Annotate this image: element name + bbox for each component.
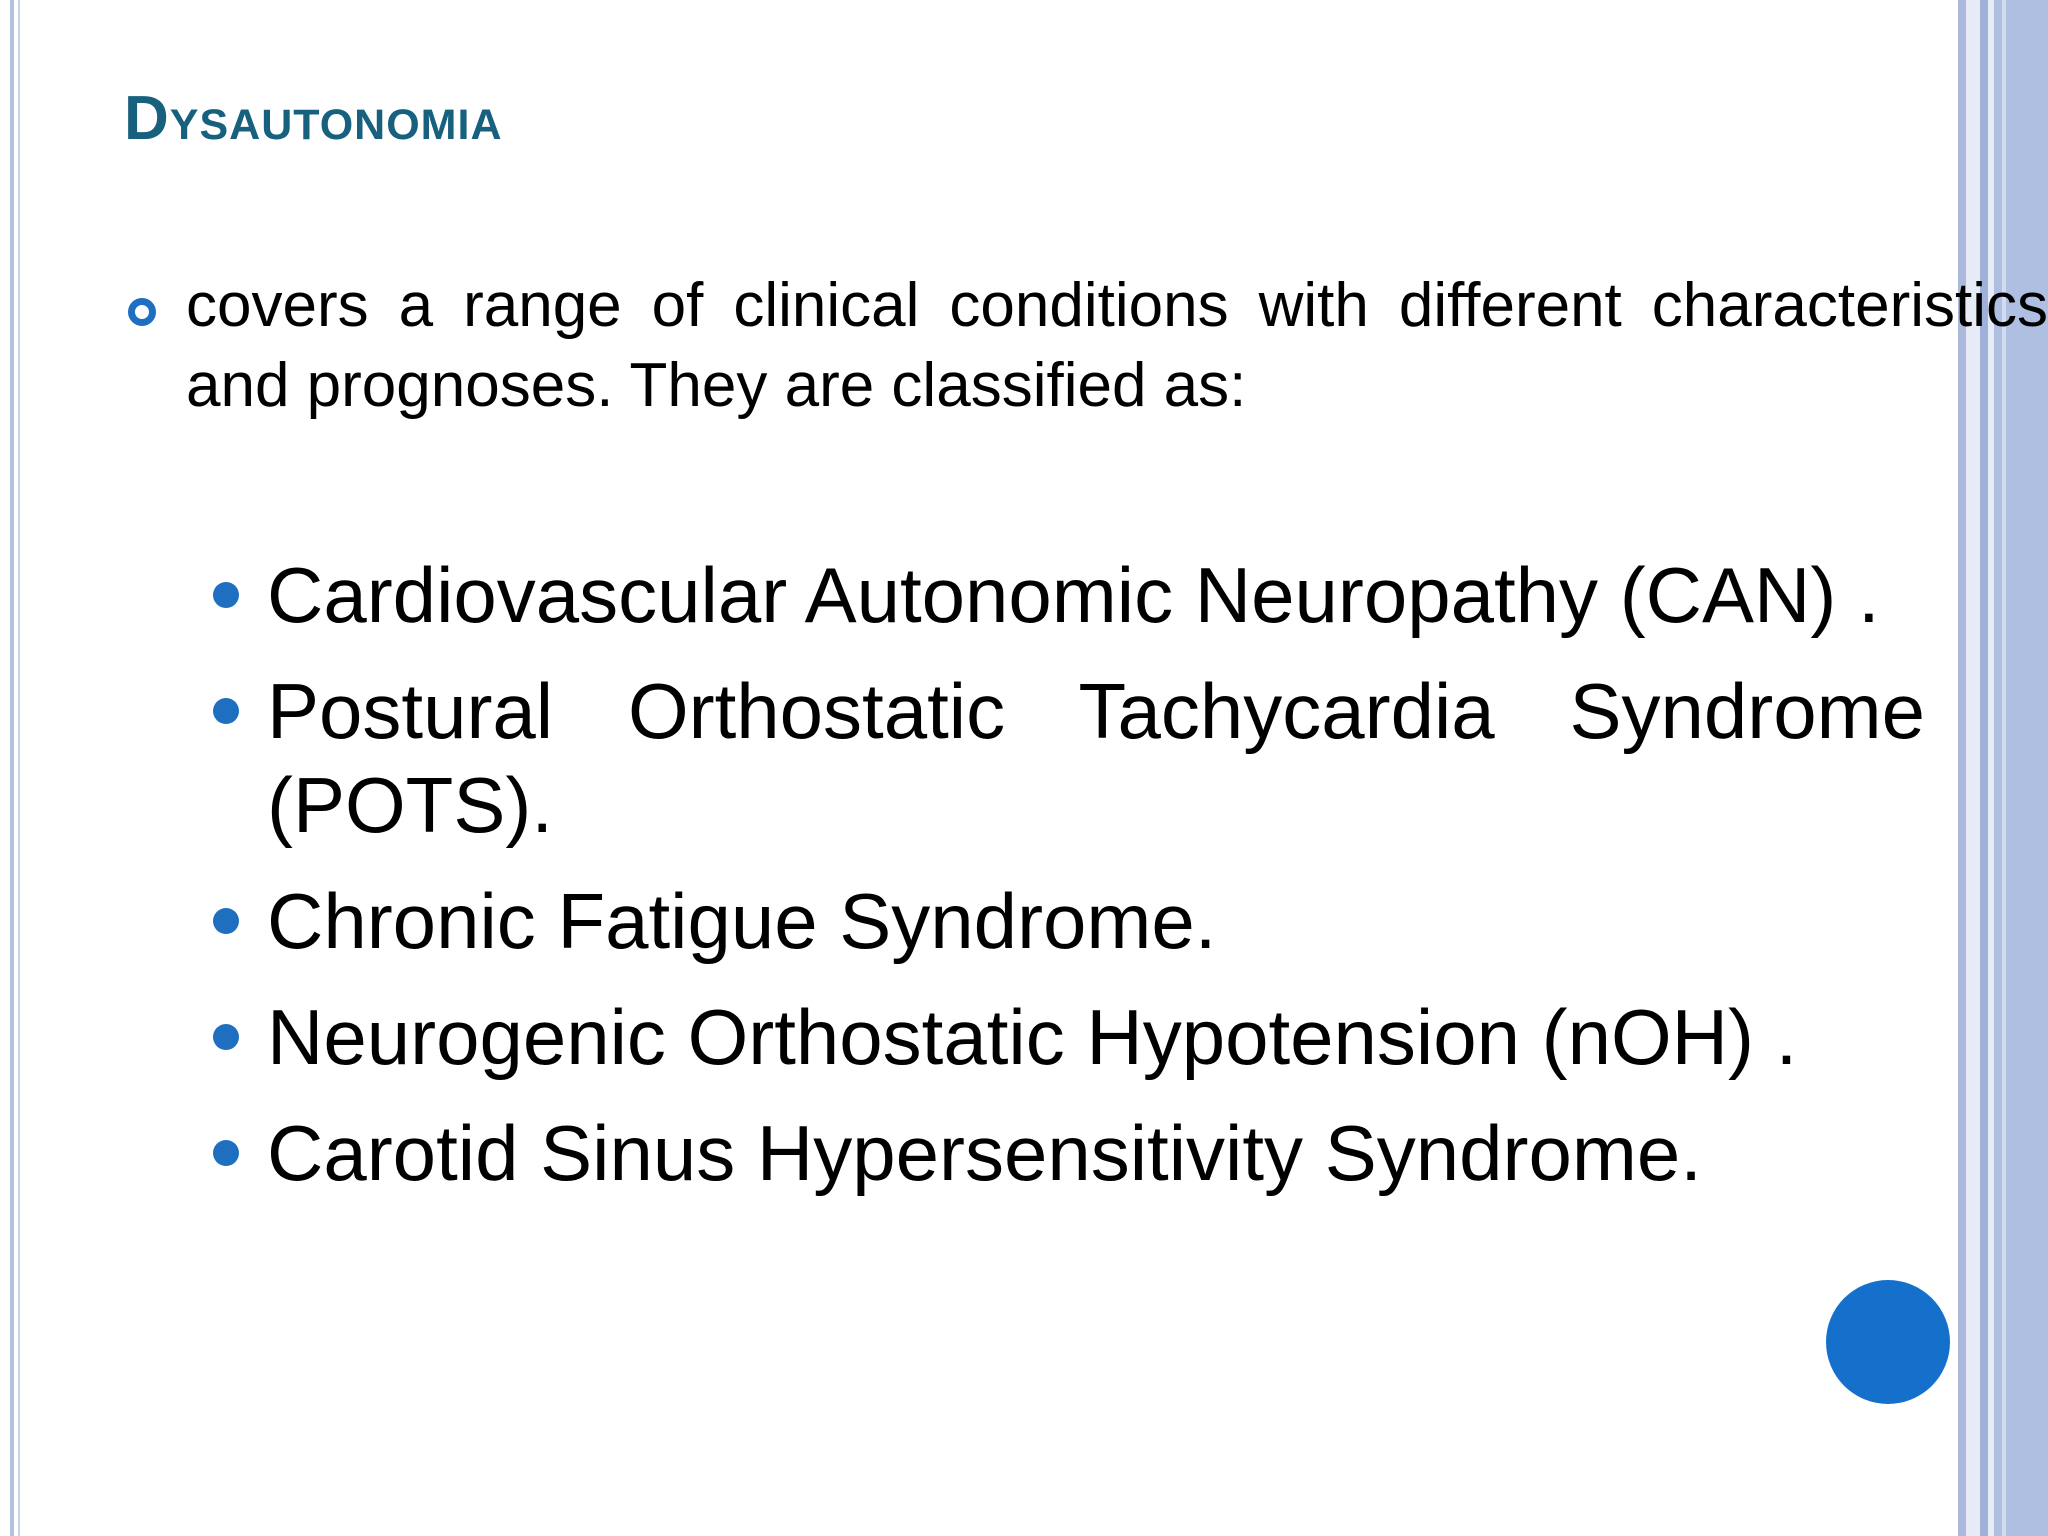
list-item [205, 874, 1925, 968]
classification-list [205, 548, 1925, 1222]
list-item-text: Cardiovascular Autonomic Neuropathy (CAN) . [267, 551, 1880, 639]
filled-circle-bullet-icon [213, 1024, 239, 1050]
left-border-line-thin [18, 0, 20, 1536]
slide-title: Dysautonomia [124, 84, 503, 153]
right-border-band [1958, 0, 1966, 1536]
hollow-circle-bullet-icon [128, 298, 156, 326]
list-item [205, 664, 1925, 852]
right-border-band [2002, 0, 2006, 1536]
left-border-line [10, 0, 14, 1536]
right-border-band [1980, 0, 1988, 1536]
decorative-circle-icon [1826, 1280, 1950, 1404]
list-item-text: Neurogenic Orthostatic Hypotension (nOH) . [267, 993, 1798, 1081]
filled-circle-bullet-icon [213, 908, 239, 934]
list-item-text: Postural Orthostatic Tachycardia Syndrome (POTS). [267, 667, 1925, 849]
list-item [205, 990, 1925, 1084]
list-item [205, 548, 1925, 642]
filled-circle-bullet-icon [213, 1140, 239, 1166]
right-border-band [1966, 0, 1980, 1536]
intro-text: covers a range of clinical conditions with different characteristics and prognoses. They are classified as: [186, 271, 2048, 420]
list-item [205, 1106, 1925, 1200]
list-item-text: Chronic Fatigue Syndrome. [267, 877, 1217, 965]
filled-circle-bullet-icon [213, 582, 239, 608]
list-item-text: Carotid Sinus Hypersensitivity Syndrome. [267, 1109, 1702, 1197]
filled-circle-bullet-icon [213, 698, 239, 724]
